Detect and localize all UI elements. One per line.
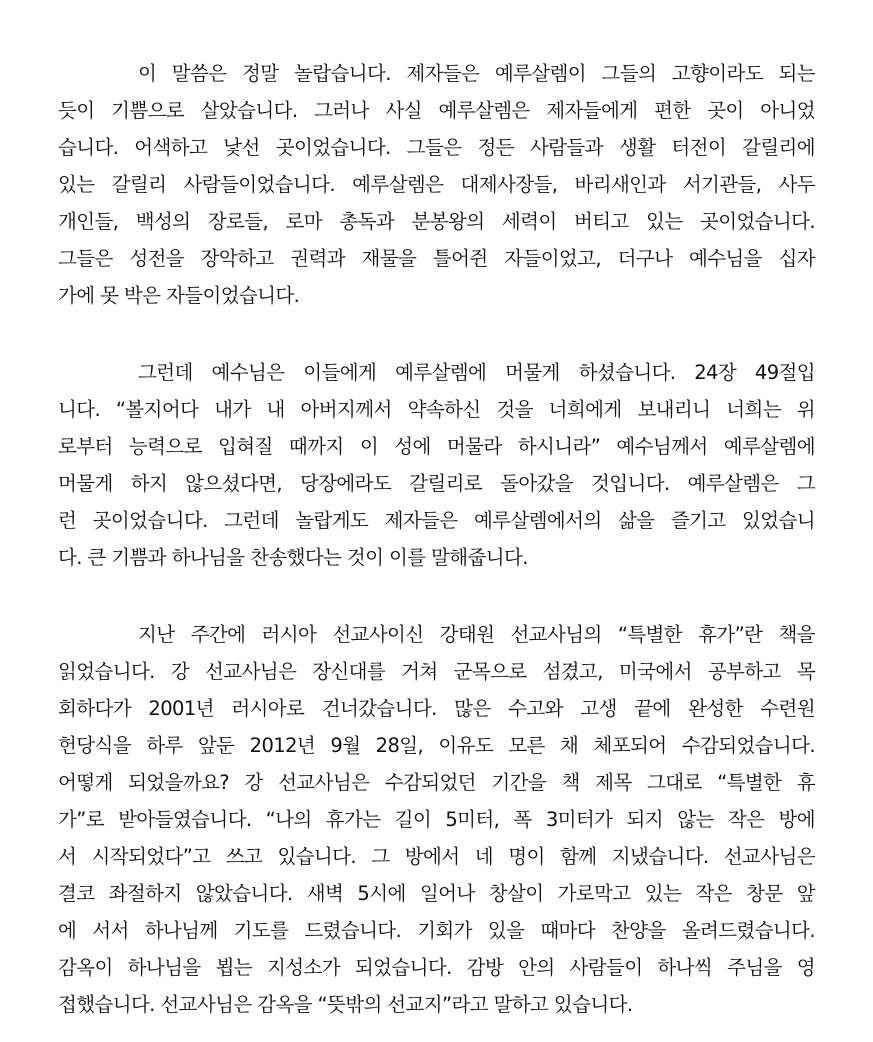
text-line: 머물게 하지 않으셨다면, 당장에라도 갈릴리로 돌아갔을 것입니다. 예루살렘은 그 bbox=[58, 472, 815, 495]
text-line: 가”로 받아들였습니다. “나의 휴가는 길이 5미터, 폭 3미터가 되지 않는 작은 방에 bbox=[58, 808, 815, 831]
text-line: 다. 큰 기쁨과 하나님을 찬송했다는 것이 이를 말해줍니다. bbox=[58, 546, 528, 569]
paragraph-1 bbox=[58, 55, 815, 314]
text-line: 개인들, 백성의 장로들, 로마 총독과 분봉왕의 세력이 버티고 있는 곳이었습니다. bbox=[58, 210, 815, 233]
text-line: 감옥이 하나님을 뵙는 지성소가 되었습니다. 감방 안의 사람들이 하나씩 주님을 영 bbox=[58, 956, 815, 979]
text-line: 이 말씀은 정말 놀랍습니다. 제자들은 예루살렘이 그들의 고향이라도 되는 bbox=[138, 62, 815, 85]
text-line: 니다. “볼지어다 내가 내 아버지께서 약속하신 것을 너희에게 보내리니 너희는 위 bbox=[58, 398, 815, 421]
text-line: 어떻게 되었을까요? 강 선교사님은 수감되었던 기간을 책 제목 그대로 “특별한 휴 bbox=[58, 771, 815, 794]
text-line: 듯이 기쁨으로 살았습니다. 그러나 사실 예루살렘은 제자들에게 편한 곳이 아니었 bbox=[58, 99, 815, 122]
text-line: 런 곳이었습니다. 그런데 놀랍게도 제자들은 예루살렘에서의 삶을 즐기고 있었습니 bbox=[58, 509, 815, 532]
text-line: 서 시작되었다”고 쓰고 있습니다. 그 방에서 네 명이 함께 지냈습니다. 선교사님은 bbox=[58, 845, 815, 868]
text-line: 결코 좌절하지 않았습니다. 새벽 5시에 일어나 창살이 가로막고 있는 작은 창문 앞 bbox=[58, 882, 815, 905]
text-line: 헌당식을 하루 앞둔 2012년 9월 28일, 이유도 모른 채 체포되어 수감되었습니다. bbox=[58, 734, 815, 757]
paragraph-2 bbox=[58, 354, 815, 576]
text-line: 지난 주간에 러시아 선교사이신 강태원 선교사님의 “특별한 휴가”란 책을 bbox=[138, 623, 815, 646]
text-line: 있는 갈릴리 사람들이었습니다. 예루살렘은 대제사장들, 바리새인과 서기관들, 사두 bbox=[58, 173, 815, 196]
text-line: 회하다가 2001년 러시아로 건너갔습니다. 많은 수고와 고생 끝에 완성한 수련원 bbox=[58, 697, 815, 720]
text-line: 그들은 성전을 장악하고 권력과 재물을 틀어쥔 자들이었고, 더구나 예수님을 십자 bbox=[58, 247, 815, 270]
text-line: 습니다. 어색하고 낯선 곳이었습니다. 그들은 정든 사람들과 생활 터전이 갈릴리에 bbox=[58, 136, 815, 159]
text-line: 로부터 능력으로 입혀질 때까지 이 성에 머물라 하시니라” 예수님께서 예루살렘에 bbox=[58, 435, 815, 458]
paragraph-3 bbox=[58, 616, 815, 1023]
text-line: 그런데 예수님은 이들에게 예루살렘에 머물게 하셨습니다. 24장 49절입 bbox=[138, 361, 815, 384]
text-line: 가에 못 박은 자들이었습니다. bbox=[58, 284, 300, 307]
text-line: 에 서서 하나님께 기도를 드렸습니다. 기회가 있을 때마다 찬양을 올려드렸습니다. bbox=[58, 919, 815, 942]
text-line: 읽었습니다. 강 선교사님은 장신대를 거쳐 군목으로 섬겼고, 미국에서 공부하고 목 bbox=[58, 660, 815, 683]
text-line: 접했습니다. 선교사님은 감옥을 “뜻밖의 선교지”라고 말하고 있습니다. bbox=[58, 993, 633, 1016]
